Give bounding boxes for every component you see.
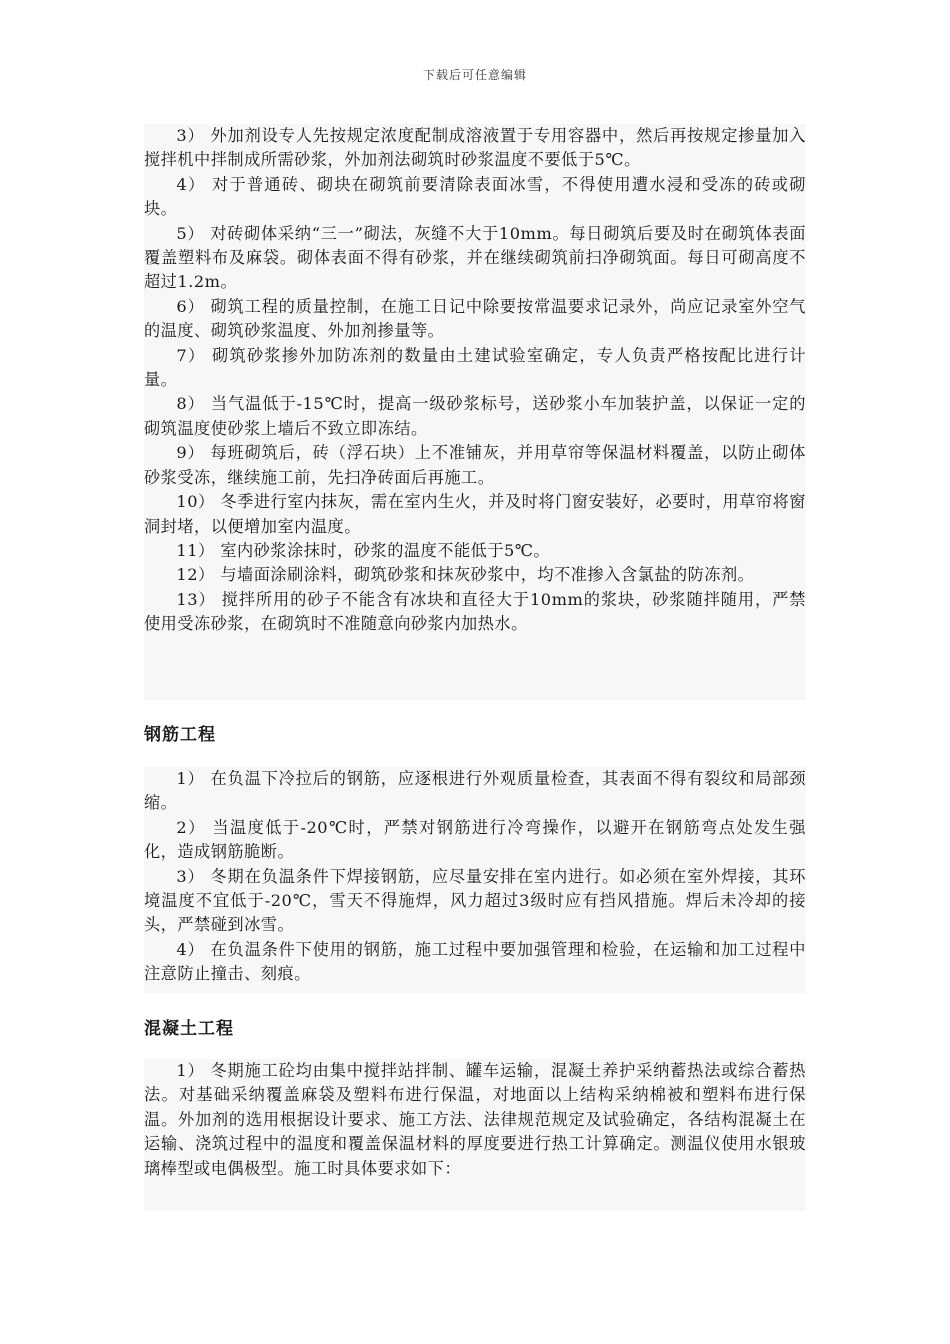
rebar-section: [144, 767, 806, 993]
concrete-section: [144, 1059, 806, 1211]
section-heading-concrete: 混凝土工程: [144, 1019, 234, 1039]
paragraph-masonry-12: 12） 与墙面涂刷涂料，砌筑砂浆和抹灰砂浆中，均不准掺入含氯盐的防冻剂。: [176, 565, 755, 585]
paragraph-masonry-3: 3） 外加剂设专人先按规定浓度配制成溶液置于专用容器中，然后再按规定掺量加入搅拌机中拌制成所需砂浆，外加剂法砌筑时砂浆温度不要低于5℃。: [144, 126, 806, 170]
section-heading-rebar: 钢筋工程: [144, 725, 216, 745]
paragraph-rebar-2: 2） 当温度低于-20℃时，严禁对钢筋进行冷弯操作，以避开在钢筋弯点处发生强化，造成钢筋脆断。: [144, 817, 806, 862]
paragraph-masonry-4: 4） 对于普通砖、砌块在砌筑前要清除表面冰雪，不得使用遭水浸和受冻的砖或砌块。: [144, 174, 806, 219]
paragraph-rebar-1: 1） 在负温下冷拉后的钢筋，应逐根进行外观质量检查，其表面不得有裂纹和局部颈缩。: [144, 769, 806, 813]
paragraph-masonry-10: 10） 冬季进行室内抹灰，需在室内生火，并及时将门窗安装好，必要时，用草帘将窗洞封堵，以便增加室内温度。: [144, 492, 806, 536]
paragraph-masonry-7: 7） 砌筑砂浆掺外加防冻剂的数量由土建试验室确定，专人负责严格按配比进行计量。: [144, 345, 806, 390]
paragraph-masonry-13: 13） 搅拌所用的砂子不能含有冰块和直径大于10mm的浆块，砂浆随拌随用，严禁使用受冻砂浆，在砌筑时不准随意向砂浆内加热水。: [144, 589, 806, 634]
paragraph-concrete-1: 1） 冬期施工砼均由集中搅拌站拌制、罐车运输，混凝土养护采纳蓄热法或综合蓄热法。对基础采纳覆盖麻袋及塑料布进行保温，对地面以上结构采纳棉被和塑料布进行保温。外加剂的选用根据设计要求、施工方法、法律规范规定及试验确定，各结构混凝土在运输、浇筑过程中的温度和覆盖保温材料的厚度要进行热工计算确定。测温仪使用水银玻璃棒型或电偶极型。施工时具体要求如下：: [144, 1061, 806, 1178]
paragraph-masonry-5: 5） 对砖砌体采纳“三一”砌法，灰缝不大于10mm。每日砌筑后要及时在砌筑体表面覆盖塑料布及麻袋。砌体表面不得有砂浆，并在继续砌筑前扫净砌筑面。每日可砌高度不超过1.2m。: [144, 223, 806, 292]
paragraph-rebar-4: 4） 在负温条件下使用的钢筋，施工过程中要加强管理和检验，在运输和加工过程中注意防止撞击、刻痕。: [144, 939, 806, 984]
paragraph-rebar-3: 3） 冬期在负温条件下焊接钢筋，应尽量安排在室内进行。如必须在室外焊接，其环境温度不宜低于-20℃，雪天不得施焊，风力超过3级时应有挡风措施。焊后未冷却的接头，严禁碰到冰雪。: [144, 866, 806, 935]
page-header: 下载后可任意编辑: [422, 68, 527, 82]
paragraph-masonry-6: 6） 砌筑工程的质量控制，在施工日记中除要按常温要求记录外，尚应记录室外空气的温度、砌筑砂浆温度、外加剂掺量等。: [144, 296, 806, 341]
masonry-section: [144, 124, 806, 700]
paragraph-masonry-11: 11） 室内砂浆涂抹时，砂浆的温度不能低于5℃。: [176, 540, 551, 560]
paragraph-masonry-9: 9） 每班砌筑后，砖（浮石块）上不准铺灰，并用草帘等保温材料覆盖，以防止砌体砂浆受冻，继续施工前，先扫净砖面后再施工。: [144, 443, 806, 487]
paragraph-masonry-8: 8） 当气温低于-15℃时，提高一级砂浆标号，送砂浆小车加装护盖，以保证一定的砌筑温度使砂浆上墙后不致立即冻结。: [144, 394, 806, 438]
